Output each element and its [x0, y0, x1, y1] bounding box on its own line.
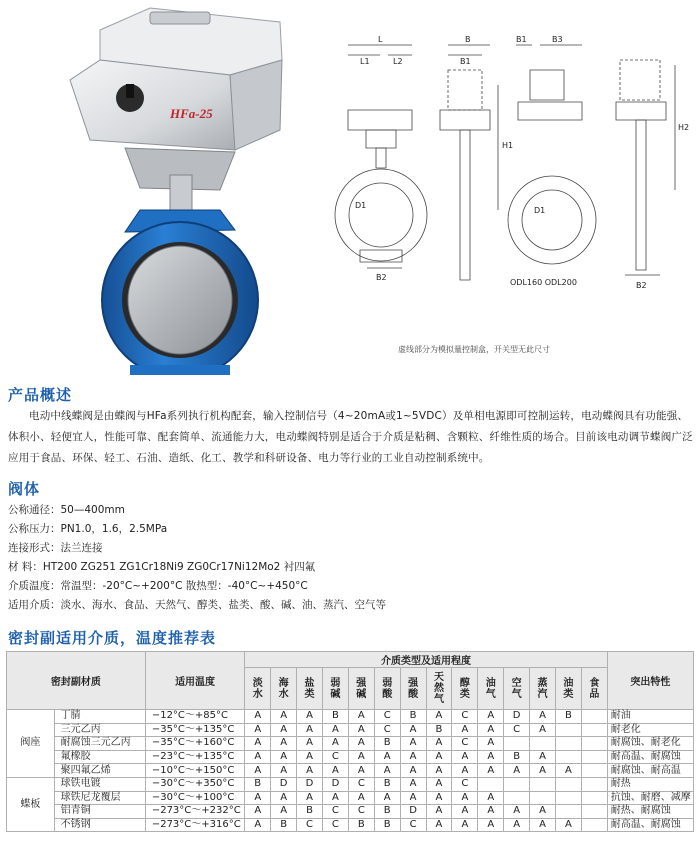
feature-cell: 耐热: [607, 777, 693, 791]
media-header-cell: [271, 668, 297, 710]
spec-media-temperature: 介质温度：常温型：-20°C~+200°C 散热型：-40°C~+450°C: [8, 580, 308, 592]
grade-cell: A: [478, 818, 504, 832]
grade-cell: A: [297, 764, 323, 778]
grade-cell: C: [348, 805, 374, 819]
grade-cell: A: [555, 818, 581, 832]
grade-cell: A: [530, 764, 556, 778]
grade-cell: A: [452, 723, 478, 737]
group-label: 阀座: [7, 710, 55, 778]
grade-cell: B: [400, 710, 426, 724]
grade-cell: A: [322, 737, 348, 751]
header-feature: 突出特性: [607, 652, 693, 710]
table-row: [7, 737, 694, 751]
dim-label-h1: H1: [502, 141, 514, 150]
temperature-cell: −35°C～+135°C: [145, 723, 244, 737]
grade-cell: A: [400, 791, 426, 805]
grade-cell: C: [297, 818, 323, 832]
grade-cell: A: [245, 764, 271, 778]
feature-cell: 耐老化: [607, 723, 693, 737]
group-label: 蝶板: [7, 777, 55, 831]
table-row: [7, 764, 694, 778]
table-row: [7, 750, 694, 764]
temperature-cell: −273°C～+232°C: [145, 805, 244, 819]
product-visual-area: [0, 0, 700, 375]
media-header-cell: [400, 668, 426, 710]
material-cell: 球铁电镀: [54, 777, 145, 791]
seal-media-table: [6, 651, 694, 832]
grade-cell: A: [322, 764, 348, 778]
feature-cell: 耐腐蚀、耐老化: [607, 737, 693, 751]
dim-label-b2: B2: [376, 273, 387, 282]
grade-cell: A: [426, 737, 452, 751]
media-header-cell: [530, 668, 556, 710]
dim-label-b: B: [465, 35, 471, 44]
grade-cell: A: [400, 737, 426, 751]
temperature-cell: −30°C～+350°C: [145, 777, 244, 791]
grade-cell: A: [478, 791, 504, 805]
material-cell: 耐腐蚀三元乙丙: [54, 737, 145, 751]
grade-cell: C: [374, 710, 400, 724]
grade-cell: A: [271, 764, 297, 778]
table-row: [7, 710, 694, 724]
overview-title: 产品概述: [8, 386, 73, 404]
grade-cell: C: [452, 710, 478, 724]
valve-product-photo: [30, 0, 300, 375]
grade-cell: A: [297, 791, 323, 805]
table-row: [7, 818, 694, 832]
grade-cell: A: [426, 710, 452, 724]
grade-cell: [581, 737, 607, 751]
grade-cell: A: [478, 750, 504, 764]
actuator: [70, 8, 282, 150]
grade-cell: [555, 805, 581, 819]
grade-cell: A: [348, 737, 374, 751]
temperature-cell: −273°C～+316°C: [145, 818, 244, 832]
media-header-label: 油类: [563, 677, 574, 700]
dim-label-d1-right: D1: [534, 206, 546, 215]
media-header-cell: [297, 668, 323, 710]
grade-cell: A: [297, 737, 323, 751]
media-header-label: 天然气: [433, 672, 444, 705]
grade-cell: A: [478, 710, 504, 724]
grade-cell: C: [348, 777, 374, 791]
header-temperature: 适用温度: [145, 652, 244, 710]
temperature-cell: −23°C～+135°C: [145, 750, 244, 764]
grade-cell: A: [348, 710, 374, 724]
spec-nominal-diameter: 公称通径：50—400mm: [8, 504, 125, 516]
table-row: [7, 805, 694, 819]
grade-cell: A: [504, 818, 530, 832]
grade-cell: [555, 737, 581, 751]
grade-cell: [581, 777, 607, 791]
material-cell: 三元乙丙: [54, 723, 145, 737]
grade-cell: A: [400, 764, 426, 778]
grade-cell: [530, 777, 556, 791]
grade-cell: A: [271, 750, 297, 764]
temperature-cell: −35°C～+160°C: [145, 737, 244, 751]
media-header-label: 醇类: [459, 677, 470, 700]
grade-cell: D: [322, 777, 348, 791]
grade-cell: A: [348, 750, 374, 764]
media-header-label: 海水: [278, 677, 289, 700]
feature-cell: 耐腐蚀、耐高温: [607, 764, 693, 778]
dim-label-b1-right: B1: [516, 35, 527, 44]
temperature-cell: −30°C～+100°C: [145, 791, 244, 805]
grade-cell: A: [297, 750, 323, 764]
grade-cell: C: [452, 777, 478, 791]
dim-label-b1: B1: [460, 57, 471, 66]
grade-cell: A: [245, 723, 271, 737]
grade-cell: A: [297, 710, 323, 724]
grade-cell: A: [348, 723, 374, 737]
grade-cell: A: [426, 750, 452, 764]
media-header-cell: [322, 668, 348, 710]
feature-cell: 耐油: [607, 710, 693, 724]
grade-cell: A: [400, 750, 426, 764]
seal-table-title: 密封副适用介质，温度推荐表: [8, 629, 217, 647]
grade-cell: A: [530, 818, 556, 832]
grade-cell: A: [530, 805, 556, 819]
grade-cell: D: [271, 777, 297, 791]
dim-label-d1: D1: [355, 201, 367, 210]
grade-cell: C: [322, 750, 348, 764]
grade-cell: A: [348, 764, 374, 778]
feature-cell: 耐高温、耐腐蚀: [607, 818, 693, 832]
header-material: 密封副材质: [7, 652, 146, 710]
feature-cell: 抗蚀、耐磨、减摩: [607, 791, 693, 805]
material-cell: 聚四氟乙烯: [54, 764, 145, 778]
spec-nominal-pressure: 公称压力：PN1.0，1.6，2.5MPa: [8, 523, 168, 535]
header-media-group: 介质类型及适用程度: [245, 652, 607, 668]
media-header-cell: [504, 668, 530, 710]
grade-cell: B: [245, 777, 271, 791]
dim-label-h2: H2: [678, 123, 690, 132]
grade-cell: A: [530, 750, 556, 764]
grade-cell: A: [374, 791, 400, 805]
body-specs-title: 阀体: [8, 480, 41, 498]
grade-cell: A: [530, 710, 556, 724]
grade-cell: A: [271, 710, 297, 724]
grade-cell: A: [452, 750, 478, 764]
grade-cell: A: [452, 818, 478, 832]
grade-cell: A: [452, 805, 478, 819]
grade-cell: A: [555, 764, 581, 778]
dim-label-l1: L1: [360, 57, 370, 66]
grade-cell: [555, 750, 581, 764]
grade-cell: A: [478, 805, 504, 819]
overview-text: 电动中线蝶阀是由蝶阀与HFa系列执行机构配套，输入控制信号（4~20mA或1~5VDC）及单相电源即可控制运转，电动蝶阀具有功能强、体积小、轻便宜人，性能可靠、配套简单、流通能力大，电动蝶阀特别是适合于介质是粘稠、含颗粒、纤维性质的场合。目前该电动调节蝶阀广泛应用于食品、环保、轻工、石油、造纸、化工、教学和科研设备、电力等行业的工业自动控制系统中。: [8, 410, 693, 464]
grade-cell: A: [400, 777, 426, 791]
grade-cell: A: [245, 791, 271, 805]
grade-cell: C: [322, 818, 348, 832]
grade-cell: [478, 777, 504, 791]
grade-cell: A: [245, 805, 271, 819]
dim-label-l2: L2: [393, 57, 403, 66]
grade-cell: B: [504, 750, 530, 764]
material-cell: 铝青铜: [54, 805, 145, 819]
grade-cell: A: [504, 764, 530, 778]
valve-body: [102, 210, 258, 375]
temperature-cell: −10°C～+150°C: [145, 764, 244, 778]
model-label: ODL160 ODL200: [510, 278, 577, 287]
grade-cell: C: [452, 737, 478, 751]
grade-cell: [581, 750, 607, 764]
grade-cell: [530, 791, 556, 805]
material-cell: 氟橡胶: [54, 750, 145, 764]
grade-cell: [504, 791, 530, 805]
grade-cell: A: [245, 710, 271, 724]
temperature-cell: −12°C～+85°C: [145, 710, 244, 724]
media-header-cell: [478, 668, 504, 710]
grade-cell: A: [271, 791, 297, 805]
grade-cell: C: [504, 723, 530, 737]
media-header-label: 淡水: [252, 677, 263, 700]
media-header-label: 蒸汽: [537, 677, 548, 700]
grade-cell: [581, 723, 607, 737]
grade-cell: B: [374, 737, 400, 751]
grade-cell: A: [322, 723, 348, 737]
grade-cell: A: [426, 764, 452, 778]
grade-cell: [530, 737, 556, 751]
grade-cell: [555, 791, 581, 805]
grade-cell: A: [452, 764, 478, 778]
grade-cell: B: [426, 723, 452, 737]
grade-cell: C: [400, 818, 426, 832]
table-row: [7, 723, 694, 737]
dimension-drawings: [320, 30, 695, 340]
spec-applicable-media: 适用介质：淡水、海水、食品、天然气、醇类、盐类、酸、碱、油、蒸汽、空气等: [8, 599, 386, 611]
nameplate-text: HFa-25: [170, 106, 213, 121]
grade-cell: A: [297, 723, 323, 737]
grade-cell: B: [555, 710, 581, 724]
media-header-label: 强酸: [408, 677, 419, 700]
media-header-cell: [426, 668, 452, 710]
grade-cell: A: [245, 737, 271, 751]
grade-cell: B: [374, 818, 400, 832]
dim-label-b2-right: B2: [636, 281, 647, 290]
media-header-cell: [348, 668, 374, 710]
dim-label-b3: B3: [552, 35, 563, 44]
media-header-label: 油气: [485, 677, 496, 700]
grade-cell: [555, 777, 581, 791]
grade-cell: A: [426, 791, 452, 805]
grade-cell: [581, 805, 607, 819]
grade-cell: A: [504, 805, 530, 819]
grade-cell: A: [271, 737, 297, 751]
grade-cell: D: [297, 777, 323, 791]
material-cell: 不锈钢: [54, 818, 145, 832]
media-header-label: 空气: [511, 677, 522, 700]
grade-cell: [581, 710, 607, 724]
grade-cell: A: [374, 750, 400, 764]
grade-cell: B: [297, 805, 323, 819]
material-cell: 球铁尼龙覆层: [54, 791, 145, 805]
grade-cell: A: [478, 737, 504, 751]
seal-table-body: [7, 710, 694, 832]
grade-cell: A: [271, 723, 297, 737]
grade-cell: C: [374, 723, 400, 737]
grade-cell: A: [245, 818, 271, 832]
grade-cell: [581, 818, 607, 832]
media-header-cell: [555, 668, 581, 710]
grade-cell: A: [478, 723, 504, 737]
media-header-cell: [245, 668, 271, 710]
grade-cell: B: [322, 710, 348, 724]
media-header-label: 弱酸: [382, 677, 393, 700]
spec-connection: 连接形式：法兰连接: [8, 542, 103, 554]
grade-cell: A: [452, 791, 478, 805]
grade-cell: C: [322, 805, 348, 819]
grade-cell: A: [374, 764, 400, 778]
table-row: [7, 791, 694, 805]
media-header-cell: [452, 668, 478, 710]
grade-cell: A: [245, 750, 271, 764]
grade-cell: A: [426, 777, 452, 791]
table-row: [7, 777, 694, 791]
media-header-label: 食品: [589, 677, 600, 700]
drawing-caption: 虚线部分为模拟量控制盒，开关型无此尺寸: [398, 345, 550, 354]
feature-cell: 耐热、耐腐蚀: [607, 805, 693, 819]
grade-cell: B: [374, 777, 400, 791]
media-header-cell: [374, 668, 400, 710]
grade-cell: B: [374, 805, 400, 819]
grade-cell: A: [322, 791, 348, 805]
media-header-label: 弱碱: [330, 677, 341, 700]
grade-cell: A: [530, 723, 556, 737]
grade-cell: [555, 723, 581, 737]
dim-label-l: L: [378, 35, 383, 44]
mounting-bracket: [125, 148, 235, 215]
feature-cell: 耐高温、耐腐蚀: [607, 750, 693, 764]
grade-cell: A: [348, 791, 374, 805]
grade-cell: [504, 777, 530, 791]
grade-cell: A: [426, 818, 452, 832]
media-header-cell: [581, 668, 607, 710]
grade-cell: [504, 737, 530, 751]
grade-cell: D: [504, 710, 530, 724]
grade-cell: B: [271, 818, 297, 832]
grade-cell: A: [271, 805, 297, 819]
material-cell: 丁腈: [54, 710, 145, 724]
grade-cell: B: [348, 818, 374, 832]
grade-cell: A: [426, 805, 452, 819]
grade-cell: D: [400, 805, 426, 819]
grade-cell: [581, 791, 607, 805]
media-header-label: 强碱: [356, 677, 367, 700]
grade-cell: A: [400, 723, 426, 737]
spec-material: 材 料：HT200 ZG251 ZG1Cr18Ni9 ZG0Cr17Ni12Mo2 衬四氟: [8, 561, 316, 573]
grade-cell: [581, 764, 607, 778]
grade-cell: A: [478, 764, 504, 778]
media-header-label: 盐类: [304, 677, 315, 700]
